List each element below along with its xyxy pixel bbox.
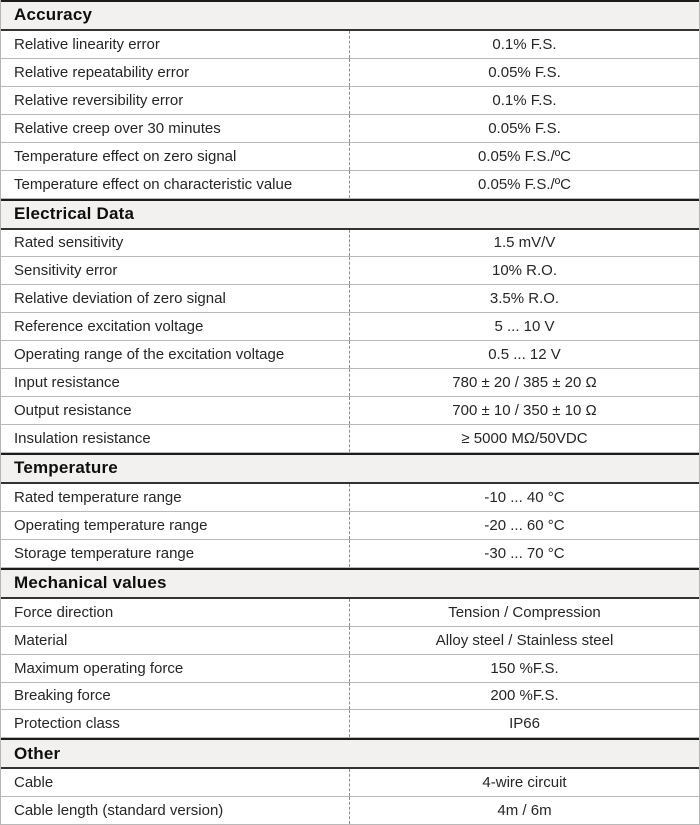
spec-value: 780 ± 20 / 385 ± 20 Ω [349,369,699,396]
spec-value: 150 %F.S. [349,655,699,682]
spec-label: Rated temperature range [14,488,182,506]
spec-value: -20 ... 60 °C [349,512,699,539]
spec-row [1,59,699,87]
spec-row [1,397,699,425]
section-title: Accuracy [14,5,93,25]
spec-value: IP66 [349,710,699,737]
spec-row [1,425,699,453]
spec-value: 3.5% R.O. [349,285,699,312]
spec-label: Relative repeatability error [14,63,190,81]
spec-value: 0.05% F.S. [349,59,699,86]
spec-row [1,115,699,143]
spec-label: Reference excitation voltage [14,318,204,336]
spec-row [1,769,699,797]
spec-value: 0.5 ... 12 V [349,341,699,368]
spec-value: 4-wire circuit [349,769,699,796]
section-header-other [1,738,699,769]
section-title: Other [14,743,61,763]
spec-label: Sensitivity error [14,262,118,280]
spec-label: Output resistance [14,402,132,420]
spec-label: Temperature effect on zero signal [14,147,237,165]
spec-row [1,313,699,341]
section-title: Temperature [14,458,118,478]
spec-value: Alloy steel / Stainless steel [349,627,699,654]
spec-value: Tension / Compression [349,599,699,626]
spec-label: Relative linearity error [14,35,160,53]
spec-label: Maximum operating force [14,659,184,677]
spec-label: Protection class [14,715,120,733]
spec-value: 0.05% F.S. [349,115,699,142]
spec-label: Cable [14,774,54,792]
spec-value: 5 ... 10 V [349,313,699,340]
spec-row [1,627,699,655]
spec-label: Insulation resistance [14,430,151,448]
spec-label: Relative deviation of zero signal [14,290,226,308]
spec-row [1,484,699,512]
spec-row [1,341,699,369]
spec-row [1,87,699,115]
spec-label: Material [14,631,68,649]
spec-row [1,369,699,397]
section-header-temperature [1,453,699,484]
spec-value: 200 %F.S. [349,683,699,710]
spec-value: 0.1% F.S. [349,31,699,58]
spec-label: Operating temperature range [14,516,208,534]
spec-value: 0.05% F.S./ºC [349,171,699,198]
spec-row [1,655,699,683]
section-title: Electrical Data [14,204,135,224]
spec-value: 1.5 mV/V [349,230,699,257]
spec-value: -30 ... 70 °C [349,540,699,567]
spec-label: Relative reversibility error [14,91,184,109]
section-title: Mechanical values [14,573,167,593]
spec-label: Force direction [14,603,114,621]
spec-row [1,143,699,171]
spec-row [1,710,699,738]
spec-value: 4m / 6m [349,797,699,824]
spec-row [1,171,699,199]
spec-value: 0.1% F.S. [349,87,699,114]
spec-label: Input resistance [14,374,120,392]
spec-value: ≥ 5000 MΩ/50VDC [349,425,699,452]
spec-row [1,31,699,59]
spec-label: Rated sensitivity [14,234,124,252]
section-header-electrical-data [1,199,699,230]
spec-row [1,599,699,627]
spec-label: Cable length (standard version) [14,802,224,820]
spec-row [1,230,699,258]
spec-value: -10 ... 40 °C [349,484,699,511]
spec-label: Temperature effect on characteristic value [14,175,293,193]
spec-label: Operating range of the excitation voltage [14,346,285,364]
spec-row [1,683,699,711]
spec-label: Breaking force [14,687,111,705]
spec-row [1,797,699,825]
spec-row [1,257,699,285]
spec-value: 10% R.O. [349,257,699,284]
section-header-mechanical-values [1,568,699,599]
spec-label: Relative creep over 30 minutes [14,119,221,137]
section-header-accuracy [1,0,699,31]
spec-row [1,540,699,568]
spec-label: Storage temperature range [14,544,195,562]
spec-value: 0.05% F.S./ºC [349,143,699,170]
spec-row [1,285,699,313]
spec-row [1,512,699,540]
spec-value: 700 ± 10 / 350 ± 10 Ω [349,397,699,424]
